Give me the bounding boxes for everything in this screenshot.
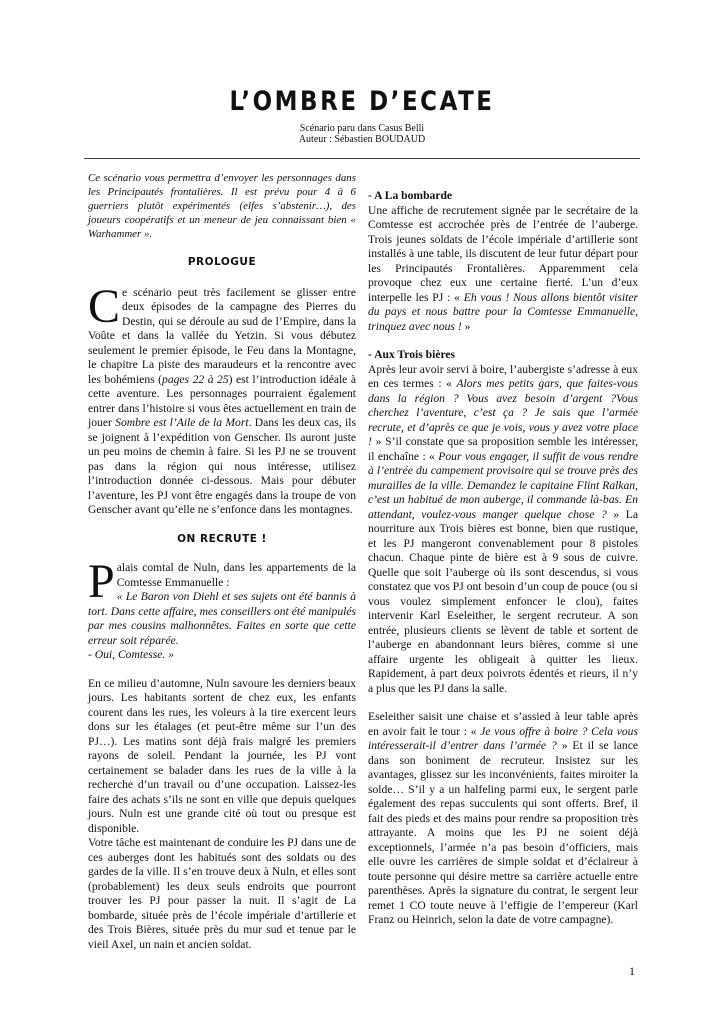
recrute-text: alais comtal de Nuln, dans les appartements de la Comtesse Emmanuelle : (116, 561, 356, 589)
prologue-heading: PROLOGUE (187, 256, 257, 268)
subtitle-source: Scénario paru dans Casus Belli (299, 123, 425, 134)
prologue-text-a: e scénario peut très facilement se glisser entre deux épisodes de la campagne des Pierres du Destin, qui se déroule au sud de l’Empire, dans la Voûte et dans la vallée du Yetzin. Si vous débutez seulement le premier épisode, le Feu dans la Montagne, le chapitre La piste des maraudeurs et la rencontre avec les bohémiens ( (88, 285, 356, 386)
bieres-text-b: » S’il constate que sa proposition semble les intéresser, il enchaîne : « (368, 435, 638, 463)
intro-paragraph: Ce scénario vous permettra d’envoyer les personnages dans les Principautés frontalières. Il est prévu pour 4 à 6 guerriers plutôt expérimentés (elfes s’abstenir…), des joueurs coopératifs et un meneur de jeu connaissant bien « Warhammer ». (88, 172, 356, 240)
task-paragraph: Votre tâche est maintenant de conduire les PJ dans une de ces auberges dont les habitués sont des soldats ou des gardes de la ville. Il s’en trouve deux à Nuln, et elles sont (probablement) les deux seuls endroits que pourront trouver les PJ pour passer la nuit. Il s’agit de La bombarde, située près de l’école impériale d’artillerie et des Trois Bières, située près du mur sud et tenue par le vieil Axel, un nain et ancien soldat. (88, 836, 356, 951)
document-subtitle (0, 123, 724, 145)
recrute-drop-cap: P (88, 555, 115, 608)
bombarde-text: Une affiche de recrutement signée par le secrétaire de la Comtesse est accrochée près de l’entrée de l’auberge. Trois jeunes soldats de l’école impériale d’artillerie sont installés à une table, ils discutent de leur futur départ pour les Principautés Frontalières. Apparemment cela provoque chez eux une certaine fierté. L’un d’eux interpelle les PJ : « (368, 203, 638, 304)
prologue-drop-cap: C (88, 279, 121, 333)
bieres-heading: - Aux Trois bières (368, 348, 456, 361)
countess-quote: « Le Baron von Diehl et ses sujets ont été bannis à tort. Dans cette affaire, mes conseillers ont été manipulés par mes cousins malhonnêtes. Faites en sorte que cette erreur soit réparée. (88, 590, 356, 647)
right-column (368, 189, 638, 928)
bombarde-heading: - A La bombarde (368, 189, 453, 202)
left-column (88, 171, 356, 952)
header-rule (84, 158, 640, 159)
countess-reply: - Oui, Comtesse. » (88, 648, 174, 661)
bieres-text-c: » La nourriture aux Trois bières est bonne, bien que rustique, et les PJ mangeront convenablement pour 8 pistoles chacun. Chaque pinte de bière est à 9 sous de cuivre. Quelle que soit l’auberge où ils sont descendus, si vous constatez que vos PJ ont besoin d’un coup de pouce (ou si vous voulez simplement enfoncer le clou), faites intervenir Karl Eseleither, le sergent recruteur. A son entrée, plusieurs clients se lèvent de table et sortent de l’auberge en abandonnant leurs bières, comme si une affaire urgente les obligeait à quitter les lieux. Rapidement, à part deux poivrots édentés et rieurs, il n’y a plus que les PJ dans la salle. (368, 507, 638, 695)
innkeeper-quote-2: Pour vous engager, il suffit de vous rendre à l’entrée du campement provisoire qui se trouve près des murailles de la ville. Demandez le capitaine Flint Ralkan, c’est un habitué de mon auberge, il commande là-bas. En attendant, voulez-vous manger quelque chose ? (368, 449, 638, 521)
soldier-quote: Eh vous ! Nous allons bientôt visiter du pays et nous battre pour la Comtesse Emmanuelle, trinquez avec nous ! (368, 290, 638, 333)
prologue-scenario-ref: Sombre est l’Aile de la Mort (115, 416, 249, 429)
recrute-paragraph (88, 555, 356, 663)
document-title: L’OMBRE D’ECATE (229, 86, 495, 117)
prologue-paragraph (88, 279, 356, 518)
bieres-paragraph (368, 363, 638, 697)
prologue-text-b: ) est l’introduction idéale à cette aventure. Les personnages pourraient également entrer dans l’histoire si vous êtes actuellement en train de jouer (88, 372, 356, 429)
innkeeper-quote-1: Alors mes petits gars, que faites-vous dans la région ? Vous avez besoin d’argent ?Vous cherchez l’aventure, c’est ça ? Je sais que l’armée recrute, et d’après ce que je vois, vous y avez votre place ! (368, 377, 638, 448)
autumn-paragraph: En ce milieu d’automne, Nuln savoure les derniers beaux jours. Les habitants sortent de chez eux, les enfants courent dans les rues, les voleurs à la tire exercent leurs dons sur les étalages (et peut-être même sur l’un des PJ…). Les matins sont déjà frais malgré les premiers rayons de soleil. Pendant la journée, les PJ vont certainement se balader dans les rues de la ville à la recherche d’un travail ou d’une occupation. Laissez-les faire des achats s’ils ne sont en ville que depuis quelques jours. Nuln est une grande cité où tout ou presque est disponible. (88, 676, 356, 835)
bombarde-end: » (461, 319, 471, 333)
prologue-text-c: . Dans les deux cas, ils se joignent à l’expédition von Genscher. Ils auront juste un peu moins de chemin à faire. Si les PJ ne se trouvent pas dans la région qui nous intéresse, utilisez l’introduction donnée ci-dessous. Mais pour débuter l’aventure, les PJ vont être engagés dans la troupe de von Genscher avant qu’elle ne s’enfonce dans les montagnes. (88, 416, 356, 516)
bieres-text-a: Après leur avoir servi à boire, l’aubergiste s’adresse à eux en ces termes : « (368, 362, 638, 390)
eseleither-paragraph (368, 710, 638, 928)
subtitle-author: Auteur : Sébastien BOUDAUD (298, 134, 426, 145)
recrute-heading: ON RECRUTE ! (177, 532, 267, 545)
sergeant-quote: Je vous offre à boire ? Cela vous intéresserait-il d’entrer dans l’armée ? (368, 724, 638, 752)
eseleither-text-a: Eseleither saisit une chaise et s’assied à leur table après en avoir fait le tour : « (368, 710, 638, 738)
eseleither-text-b: » Et il se lance dans son boniment de recruteur. Insistez sur les avantages, glissez sur les inconvénients, faites miroiter la solde… S’il y a un halfeling parmi eux, le sergent parle également des repas succulents qui sont offerts. Bref, il fait des pieds et des mains pour rendre sa proposition très attrayante. A moins que les PJ ne soient déjà exceptionnels, l’armée n’a pas besoin d’officiers, mais elle ouvre les carrières de simple soldat et d’éclaireur à toute personne qui désire mettre sa carrière actuelle entre parenthèses. Après la signature du contrat, le sergent leur remet 1 CO toute neuve à l’effigie de l’empereur (Karl Franz ou Heinrich, selon la date de votre campagne). (368, 739, 638, 926)
page-number: 1 (629, 964, 635, 978)
prologue-page-ref: pages 22 à 25 (162, 372, 229, 386)
bombarde-paragraph (368, 204, 638, 335)
